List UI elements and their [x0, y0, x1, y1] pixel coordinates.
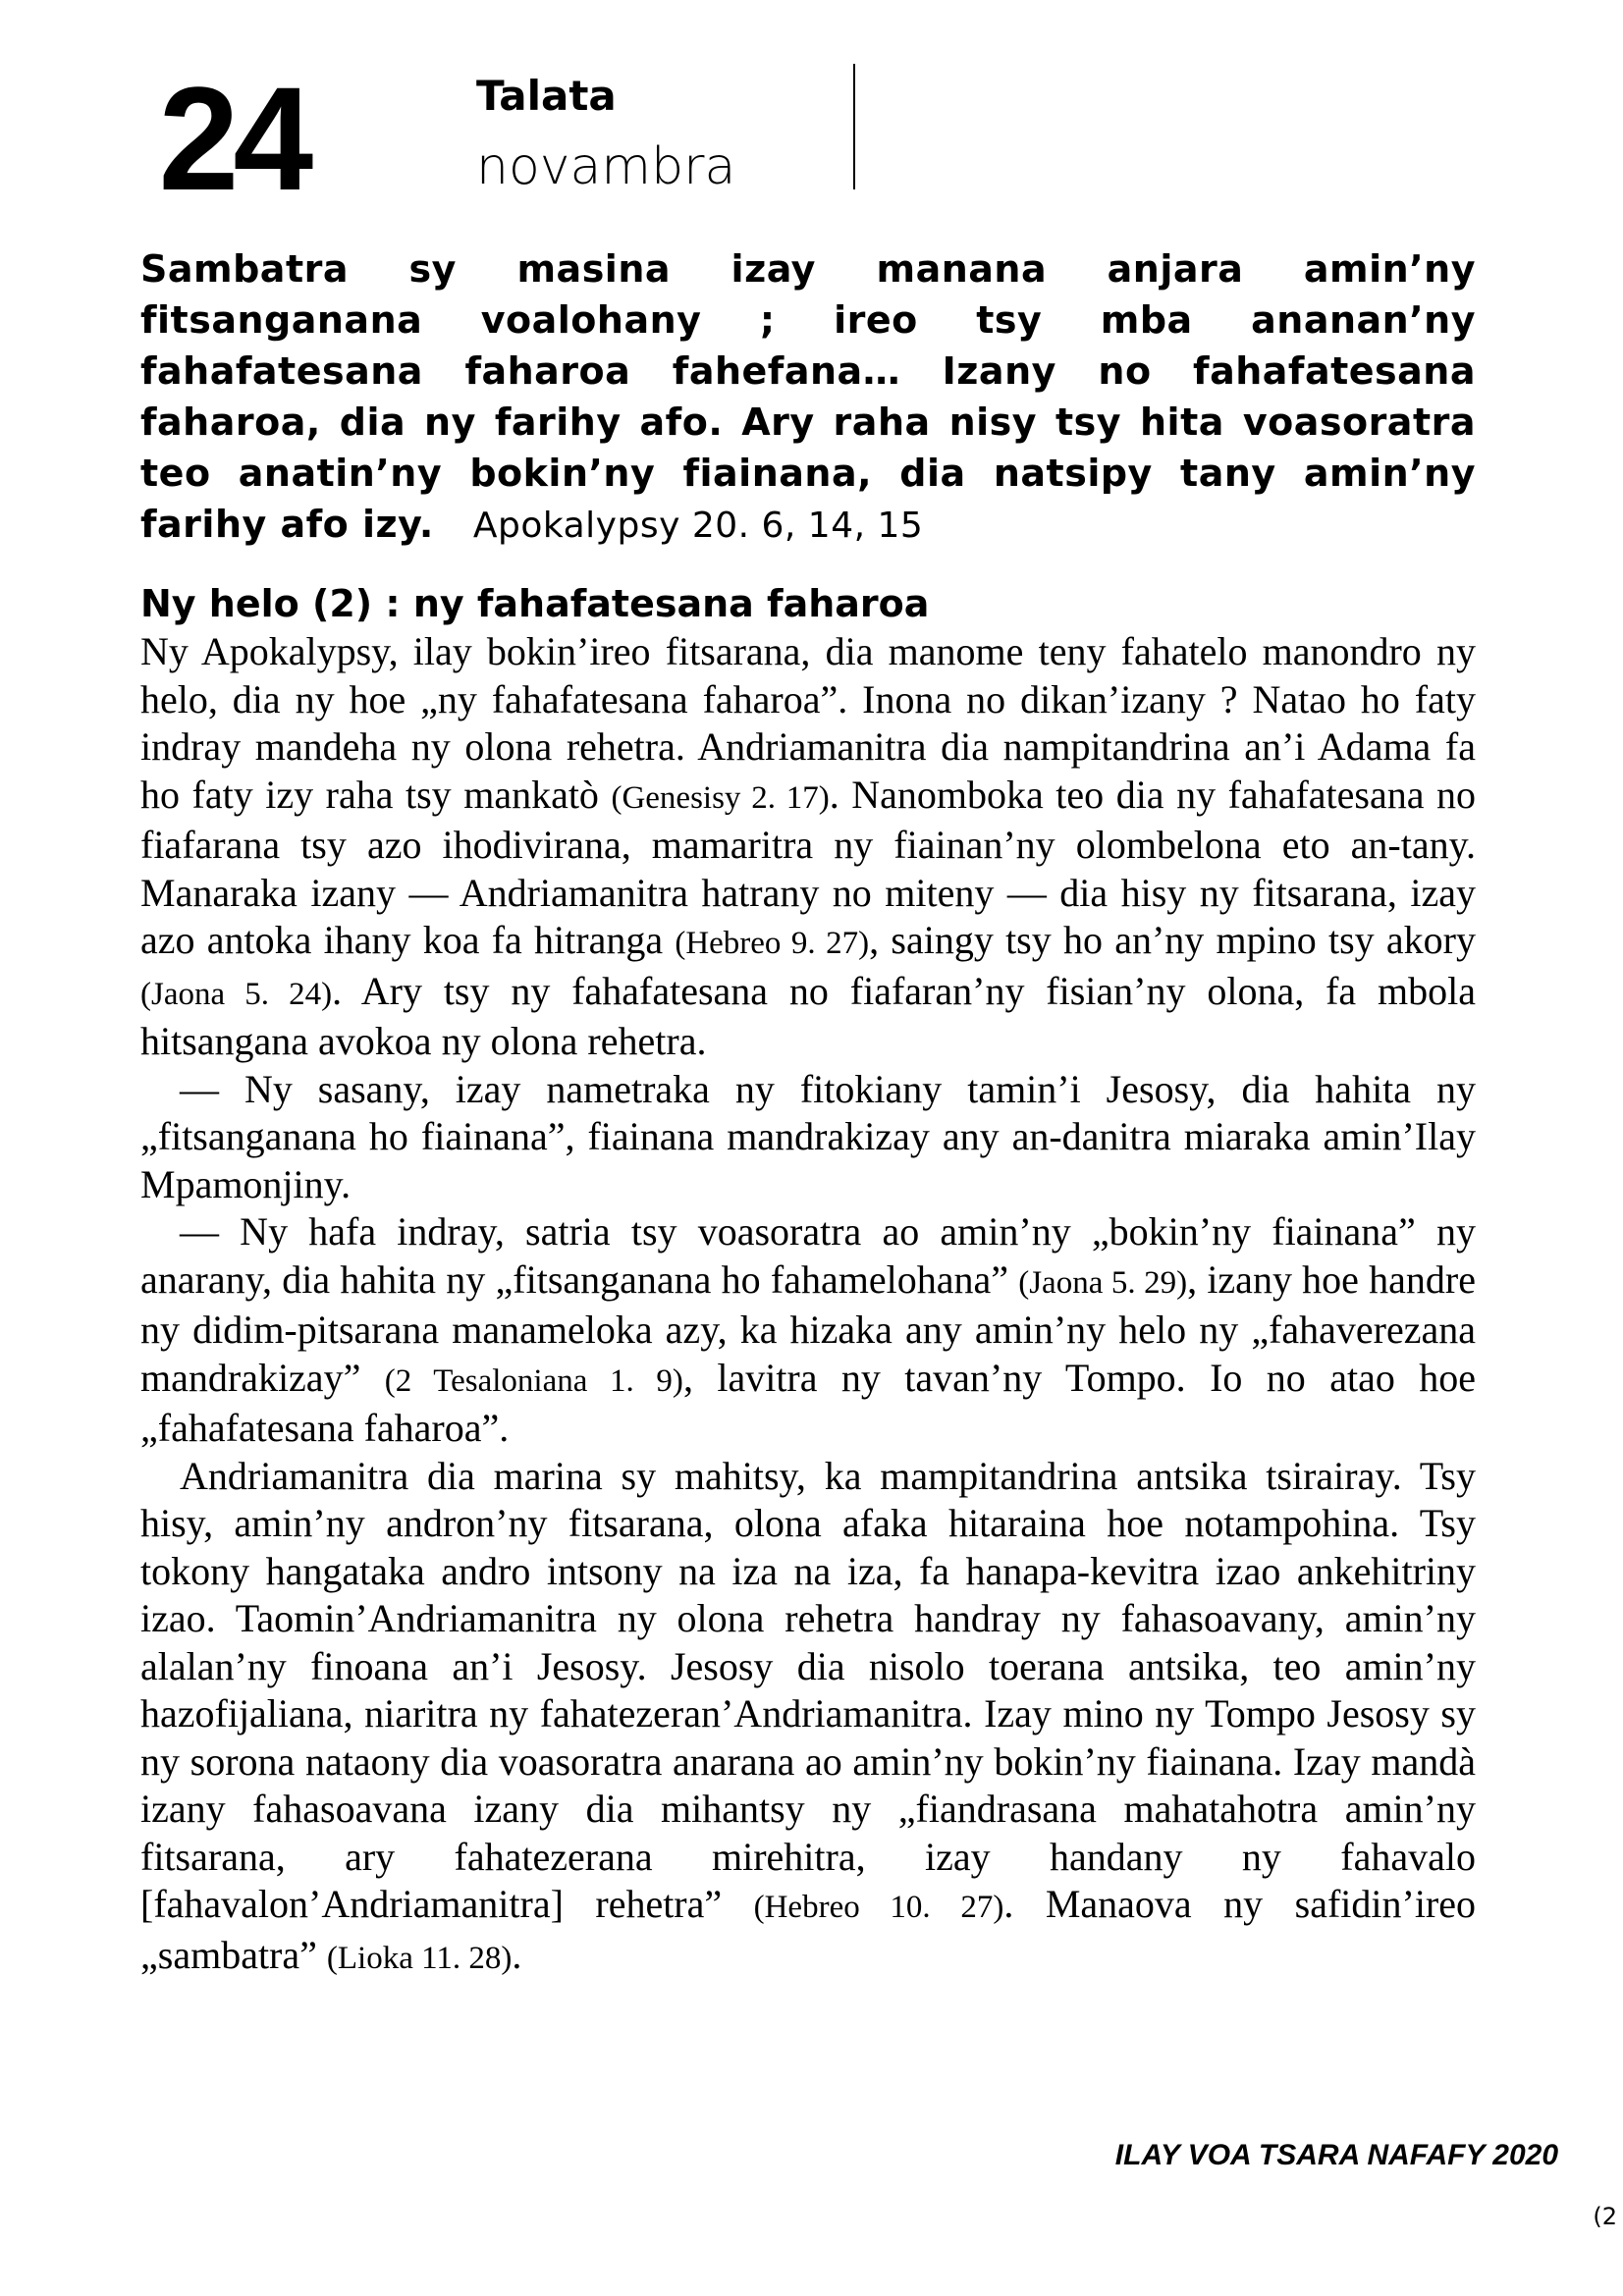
daily-verse — [140, 243, 1476, 552]
p4-text-b: . Manaova ny safidin’ireo „sambatra” — [140, 1882, 1476, 1977]
p1-text-c: , saingy tsy ho an’ny mpino tsy akory — [869, 918, 1477, 962]
p4-ref-1: (Hebreo 10. 27) — [753, 1890, 1004, 1925]
paragraph-3 — [140, 1208, 1476, 1453]
p3-text-c: , lavitra ny tavan’ny Tompo. Io no atao hoe „fahafatesana faharoa”. — [140, 1355, 1476, 1450]
section-title: Ny helo (2) : ny fahafatesana faharoa — [140, 582, 930, 625]
p3-text-a: — Ny hafa indray, satria tsy voasoratra ao amin’ny „bokin’ny fiainana” ny anarany, dia hahita ny „fitsanganana ho fahamelohana” — [140, 1209, 1476, 1302]
publication-footer: ILAY VOA TSARA NAFAFY 2020 — [1114, 2139, 1558, 2171]
p4-text-a: Andriamanitra dia marina sy mahitsy, ka mampitandrina antsika tsirairay. Tsy hisy, amin’ny andron’ny fitsarana, olona afaka hitaraina hoe notampohina. Tsy tokony hangataka andro intsony na iza na iza, fa hanapa-kevitra izao ankehitriny izao. Taomin’Andriamanitra ny olona rehetra handray ny fahasoavany, amin’ny alalan’ny finoana an’i Jesosy. Jesosy dia nisolo toerana antsika, teo amin’ny hazofijaliana, niaritra ny fahatezeran’Andriamanitra. Izay mino ny Tompo Jesosy sy ny sorona nataony dia voasoratra anarana ao amin’ny bokin’ny fiainana. Izay mandà izany fahasoavana izany dia mihantsy ny „fiandrasana mahatahotra amin’ny fitsarana, ary fahatezerana mirehitra, izay handany ny fahavalo [fahavalon’Andriamanitra] rehetra” — [140, 1453, 1476, 1926]
weekday: Talata — [476, 72, 617, 120]
p1-ref-2: (Hebreo 9. 27) — [675, 926, 870, 961]
paragraph-1 — [140, 628, 1476, 1066]
paragraph-2: — Ny sasany, izay nametraka ny fitokiany tamin’i Jesosy, dia hahita ny „fitsanganana ho fiainana”, fiainana mandrakizay any an-danitra miaraka amin’Ilay Mpamonjiny. — [140, 1066, 1476, 1206]
month: novambra — [476, 137, 736, 196]
page-number-fragment: (2 — [1593, 2203, 1617, 2230]
p1-text-b: . Nanomboka teo dia ny fahafatesana no fiafarana tsy azo ihodivirana, mamaritra ny fiainan’ny olombelona eto an-tany. Manaraka izany — Andriamanitra hatrany no miteny — dia hisy ny fitsarana, izay azo antoka ihany koa fa hitranga — [140, 772, 1476, 962]
p4-ref-2: (Lioka 11. 28) — [326, 1940, 513, 1976]
p3-ref-1: (Jaona 5. 29) — [1018, 1264, 1188, 1301]
p3-text-b: , izany hoe handre ny didim-pitsarana manameloka azy, ka hizaka any amin’ny helo ny „fahaverezana mandrakizay” — [140, 1256, 1477, 1400]
paragraph-4 — [140, 1453, 1476, 1983]
p3-ref-2: (2 Tesaloniana 1. 9) — [384, 1362, 683, 1399]
day-number: 24 — [158, 56, 308, 221]
p1-text-a: Ny Apokalypsy, ilay bokin’ireo fitsarana, dia manome teny fahatelo manondro ny helo, dia ny hoe „ny fahafatesana faharoa”. Inona no dikan’izany ? Natao ho faty indray mandeha ny olona rehetra. Andriamanitra dia nampitandrina an’i Adama fa ho faty izy raha tsy mankatò — [140, 629, 1476, 817]
date-header — [157, 56, 864, 221]
header-divider — [853, 64, 855, 189]
p1-text-d: . Ary tsy ny fahafatesana no fiafaran’ny fisian’ny olona, fa mbola hitsangana avokoa ny olona rehetra. — [140, 968, 1476, 1063]
verse-text: Sambatra sy masina izay manana anjara amin’ny fitsanganana voalohany ; ireo tsy mba ananan’ny fahafatesana faharoa fahefana… Izany no fahafatesana faharoa, dia ny farihy afo. Ary raha nisy tsy hita voasoratra teo anatin’ny bokin’ny fiainana, dia natsipy tany amin’ny farihy afo izy. — [140, 247, 1476, 546]
p1-ref-1: (Genesisy 2. 17) — [611, 779, 830, 816]
verse-reference: Apokalypsy 20. 6, 14, 15 — [472, 506, 924, 546]
article-body — [140, 628, 1476, 1982]
p4-text-c: . — [512, 1932, 522, 1977]
p1-ref-3: (Jaona 5. 24) — [140, 976, 333, 1012]
